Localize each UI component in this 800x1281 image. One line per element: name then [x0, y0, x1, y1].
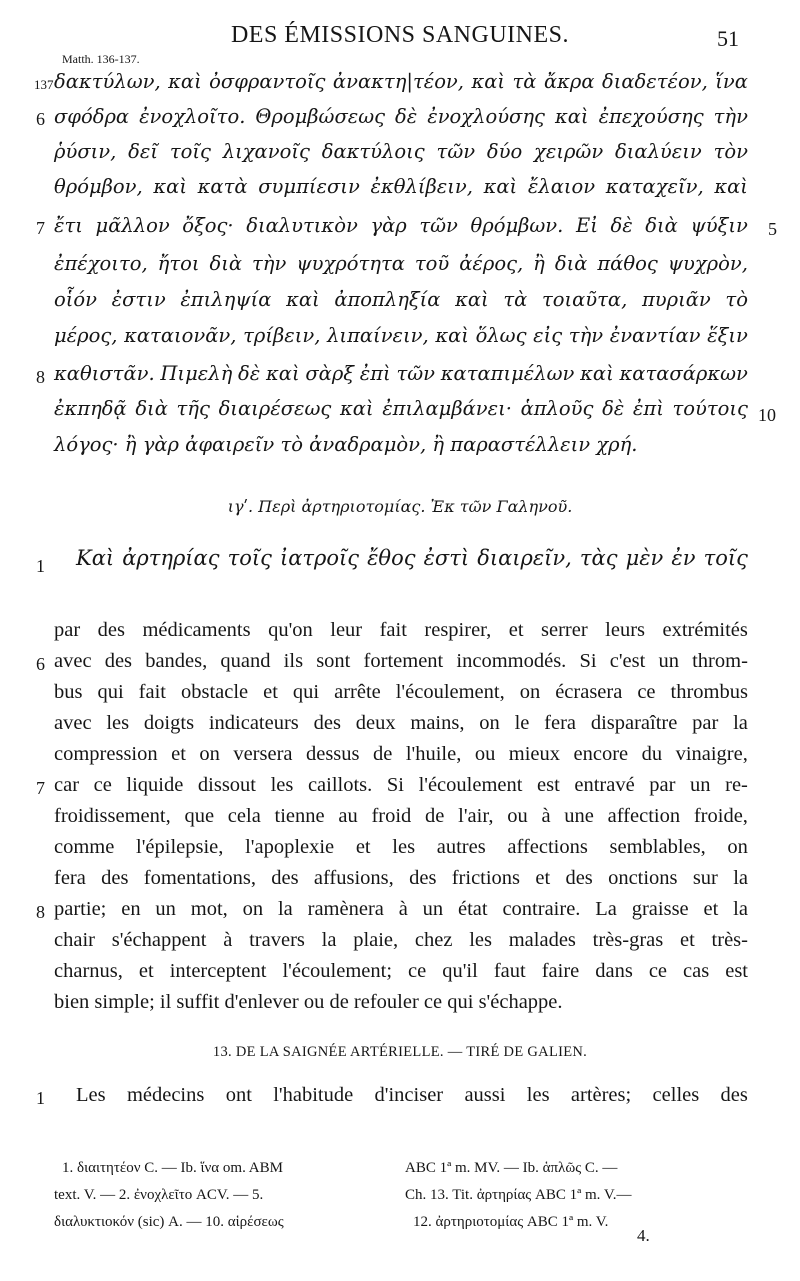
french-line: Les médecins ont l'habitude d'inciser aussi les artères; celles des [76, 1084, 748, 1106]
margin-line-number: 6 [36, 654, 45, 674]
french-line: avec des bandes, quand ils sont fortement incommodés. Si c'est un throm- [54, 650, 748, 672]
footnote-line: ABC 1ª m. MV. — Ib. ἁπλῶς C. — [405, 1160, 618, 1176]
greek-section-heading: ιγʹ. Περὶ ἀρτηριοτομίας. Ἐκ τῶν Γαληνοῦ. [227, 497, 573, 516]
margin-line-number: 6 [36, 109, 45, 129]
footnote-line: 1. διαιτητέον C. — Ib. ἵνα om. ABM [62, 1160, 283, 1176]
greek-line: οἷόν ἐστιν ἐπιληψία καὶ ἀποπληξία καὶ τὰ τοιαῦτα, πυριᾶν τὸ [54, 288, 748, 311]
signature-mark: 4. [637, 1226, 650, 1245]
greek-line: καθιστᾶν. Πιμελὴ δὲ καὶ σὰρξ ἐπὶ τῶν καταπιμέλων καὶ κατασάρκων [54, 362, 748, 385]
margin-line-number: 8 [36, 367, 45, 387]
greek-line: θρόμβον, καὶ κατὰ συμπίεσιν ἐκθλίβειν, καὶ ἔλαιον καταχεῖν, καὶ [54, 175, 748, 198]
footnote-line: 12. ἀρτηριοτομίας ABC 1ª m. V. [413, 1214, 609, 1230]
footnote-line: διαλυκτιοκόν (sic) A. — 10. αἱρέσεως [54, 1214, 284, 1230]
greek-line: ἐκπηδᾷ διὰ τῆς διαιρέσεως καὶ ἐπιλαμβάνει· ἁπλοῦς δὲ ἐπὶ τούτοις [54, 397, 748, 420]
margin-line-number: 7 [36, 778, 45, 798]
french-line: car ce liquide dissout les caillots. Si l'écoulement est entravé par un re- [54, 774, 748, 796]
margin-right-number: 10 [758, 405, 776, 425]
margin-line-number: 1 [36, 556, 45, 576]
margin-line-number: 1 [36, 1088, 45, 1108]
french-line: bus qui fait obstacle et qui arrête l'écoulement, on écrasera ce thrombus [54, 681, 748, 703]
french-line: froidissement, que cela tienne au froid de l'air, ou à une affection froide, [54, 805, 748, 827]
greek-line: Καὶ ἀρτηρίας τοῖς ἰατροῖς ἔθος ἐστὶ διαιρεῖν, τὰς μὲν ἐν τοῖς [76, 546, 748, 570]
footnote-line: text. V. — 2. ἐνοχλεῖτο ACV. — 5. [54, 1187, 264, 1203]
margin-line-number: 7 [36, 218, 45, 238]
french-line: par des médicaments qu'on leur fait respirer, et serrer leurs extrémités [54, 619, 748, 641]
running-head: DES ÉMISSIONS SANGUINES. [230, 22, 570, 48]
french-line: charnus, et interceptent l'écoulement; ce qu'il faut faire dans ce cas est [54, 960, 748, 982]
greek-line: λόγος· ἢ γὰρ ἀφαιρεῖν τὸ ἀναδραμὸν, ἢ παραστέλλειν χρή. [54, 433, 638, 456]
margin-line-number: 137 [34, 77, 54, 92]
french-line: comme l'épilepsie, l'apoplexie et les autres affections semblables, on [54, 836, 748, 858]
french-line: partie; en un mot, on la ramènera à un état contraire. La graisse et la [54, 898, 748, 920]
greek-line: μέρος, καταιονᾶν, τρίβειν, λιπαίνειν, καὶ ὅλως εἰς τὴν ἐναντίαν ἕξιν [54, 324, 748, 347]
french-line: fera des fomentations, des affusions, des frictions et des onctions sur la [54, 867, 748, 889]
footnote-line: Ch. 13. Tit. ἀρτηρίας ABC 1ª m. V.— [405, 1187, 632, 1203]
margin-line-number: 8 [36, 902, 45, 922]
greek-line: ἐπέχοιτο, ἤτοι διὰ τὴν ψυχρότητα τοῦ ἀέρος, ἢ διὰ πάθος ψυχρὸν, [54, 252, 748, 275]
french-line: chair s'échappent à travers la plaie, chez les malades très-gras et très- [54, 929, 748, 951]
greek-line: ἔτι μᾶλλον ὄξος· διαλυτικὸν γὰρ τῶν θρόμβων. Εἰ δὲ διὰ ψύξιν [54, 214, 748, 237]
french-line: bien simple; il suffit d'enlever ou de refouler ce qui s'échappe. [54, 991, 563, 1013]
greek-line: σφόδρα ἐνοχλοῖτο. Θρομβώσεως δὲ ἐνοχλούσης καὶ ἐπεχούσης τὴν [54, 105, 748, 128]
french-line: compression et on versera dessus de l'huile, ou mieux encore du vinaigre, [54, 743, 748, 765]
french-section-heading: 13. DE LA SAIGNÉE ARTÉRIELLE. — TIRÉ DE GALIEN. [212, 1044, 588, 1060]
reference-label: Matth. 136-137. [62, 52, 140, 66]
greek-line: δακτύλων, καὶ ὀσφραντοῖς ἀνακτη|τέον, καὶ τὰ ἄκρα διαδετέον, ἵνα [54, 70, 748, 93]
french-line: avec les doigts indicateurs des deux mains, on le fera disparaître par la [54, 712, 748, 734]
greek-line: ῥύσιν, δεῖ τοῖς λιχανοῖς δακτύλοις τῶν δύο χειρῶν διαλύειν τὸν [54, 140, 748, 163]
margin-right-number: 5 [768, 219, 777, 239]
page-number: 51 [717, 26, 739, 51]
